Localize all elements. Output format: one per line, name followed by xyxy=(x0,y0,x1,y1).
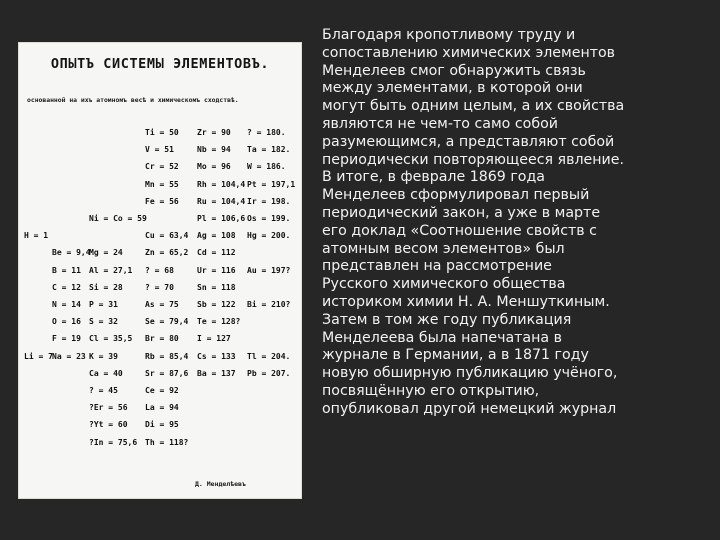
element-cell: ? = 68 xyxy=(145,265,174,275)
element-cell: Ca = 40 xyxy=(89,368,123,378)
body-line: представлен на рассмотрение xyxy=(322,258,552,275)
element-cell: Cl = 35,5 xyxy=(89,334,133,344)
element-cell: Te = 128? xyxy=(197,317,241,327)
element-cell: Mn = 55 xyxy=(145,179,179,189)
element-cell: Se = 79,4 xyxy=(145,317,189,327)
body-line: Благодаря кропотливому труду и xyxy=(322,27,576,43)
body-paragraph xyxy=(322,27,702,419)
body-line: Менделеев сформулировал первый xyxy=(322,187,590,204)
element-cell: Pb = 207. xyxy=(247,368,291,378)
element-cell: B = 11 xyxy=(52,265,81,275)
element-cell: ?Er = 56 xyxy=(89,403,128,413)
body-line: Русского химического общества xyxy=(322,276,566,293)
element-cell: ?Yt = 60 xyxy=(89,420,128,430)
element-cell: Sn = 118 xyxy=(197,282,236,292)
body-line: периодически повторяющееся явление. xyxy=(322,151,624,168)
element-cell: Br = 80 xyxy=(145,334,179,344)
body-line: периодический закон, а уже в марте xyxy=(322,204,601,221)
element-cell: H = 1 xyxy=(24,231,49,241)
element-cell: Cr = 52 xyxy=(145,162,179,172)
element-cell: F = 19 xyxy=(52,334,81,344)
element-cell: Os = 199. xyxy=(247,214,291,223)
element-cell: Nb = 94 xyxy=(197,145,231,155)
element-cell: Cd = 112 xyxy=(197,248,236,258)
element-cell: Rb = 85,4 xyxy=(145,351,189,361)
element-cell: Zn = 65,2 xyxy=(145,248,189,258)
element-cell: O = 16 xyxy=(52,317,81,327)
element-cell: Rh = 104,4 xyxy=(197,179,246,189)
body-line: сопоставлению химических элементов xyxy=(322,44,616,61)
element-cell: Ur = 116 xyxy=(197,265,236,275)
element-cell: Mg = 24 xyxy=(89,248,123,258)
element-cell: Tl = 204. xyxy=(247,351,291,361)
element-cell: Na = 23 xyxy=(52,351,86,361)
body-line: новую обширную публикацию учёного, xyxy=(322,365,618,382)
body-line: журнале в Германии, а в 1871 году xyxy=(322,347,589,364)
element-cell: Cu = 63,4 xyxy=(145,231,189,241)
element-cell: Bi = 210? xyxy=(247,300,291,309)
element-cell: N = 14 xyxy=(52,300,81,309)
body-line: Менделеева была напечатана в xyxy=(322,329,562,346)
element-cell: Fe = 56 xyxy=(145,196,179,206)
body-line: Затем в том же году публикация xyxy=(322,311,572,328)
element-cell: Be = 9,4 xyxy=(52,248,91,258)
element-cell: Ru = 104,4 xyxy=(197,196,246,206)
body-line: являются не чем-то само собой xyxy=(322,115,558,132)
body-line: атомным весом элементов» был xyxy=(322,240,565,257)
element-cell: Sb = 122 xyxy=(197,300,236,309)
element-cell: Pt = 197,1 xyxy=(247,179,296,189)
element-cell: W = 186. xyxy=(247,162,286,172)
element-cell: ? = 180. xyxy=(247,128,286,137)
element-cell: Si = 28 xyxy=(89,282,123,292)
author-signature: Д. Менделѣевъ xyxy=(195,480,246,488)
element-cell: Ti = 50 xyxy=(145,128,179,137)
body-line: между элементами, в которой они xyxy=(322,80,583,97)
element-cell: Sr = 87,6 xyxy=(145,368,189,378)
body-line: разумеющимся, а представляют собой xyxy=(322,133,615,150)
element-cell: S = 32 xyxy=(89,317,118,327)
element-cell: Ta = 182. xyxy=(247,145,291,155)
body-line: опубликовал другой немецкий журнал xyxy=(322,400,617,417)
element-cell: Ni = Co = 59 xyxy=(89,214,147,223)
body-line: Менделеев смог обнаружить связь xyxy=(322,62,586,79)
element-cell: Ir = 198. xyxy=(247,196,291,206)
element-cell: Ag = 108 xyxy=(197,231,236,241)
element-cell: La = 94 xyxy=(145,403,179,413)
body-line: В итоге, в феврале 1869 года xyxy=(322,169,545,186)
element-cell: Th = 118? xyxy=(145,437,189,447)
element-cell: Al = 27,1 xyxy=(89,265,133,275)
body-line: его доклад «Соотношение свойств с xyxy=(322,222,597,239)
body-line: историком химии Н. А. Меншуткиным. xyxy=(322,293,610,310)
element-cell: ? = 70 xyxy=(145,282,174,292)
element-cell: Zr = 90 xyxy=(197,128,231,137)
element-cell: Hg = 200. xyxy=(247,231,291,241)
element-cell: C = 12 xyxy=(52,282,81,292)
body-line: посвящённую его открытию, xyxy=(322,382,540,399)
element-cell: ? = 45 xyxy=(89,386,118,395)
element-cell: Pl = 106,6 xyxy=(197,214,246,223)
element-cell: Au = 197? xyxy=(247,265,291,275)
element-cell: Ba = 137 xyxy=(197,368,236,378)
element-cell: Mo = 96 xyxy=(197,162,231,172)
element-cell: Cs = 133 xyxy=(197,351,236,361)
element-cell: I = 127 xyxy=(197,334,231,344)
element-cell: ?In = 75,6 xyxy=(89,437,138,447)
element-cell: As = 75 xyxy=(145,300,179,309)
element-cell: K = 39 xyxy=(89,351,118,361)
periodic-table-image xyxy=(19,43,301,498)
element-cell: Ce = 92 xyxy=(145,386,179,395)
element-cell: Li = 7 xyxy=(24,351,53,361)
body-line: могут быть одним целым, а их свойства xyxy=(322,98,625,115)
periodic-table-subtitle: основанной на ихъ атомномъ весѣ и химическомъ сходствѣ. xyxy=(27,96,239,104)
periodic-table-title: ОПЫТЪ СИСТЕМЫ ЭЛЕМЕНТОВЪ. xyxy=(50,56,270,72)
element-cell: Di = 95 xyxy=(145,420,179,430)
element-cell: P = 31 xyxy=(89,300,118,309)
element-cell: V = 51 xyxy=(145,145,174,155)
